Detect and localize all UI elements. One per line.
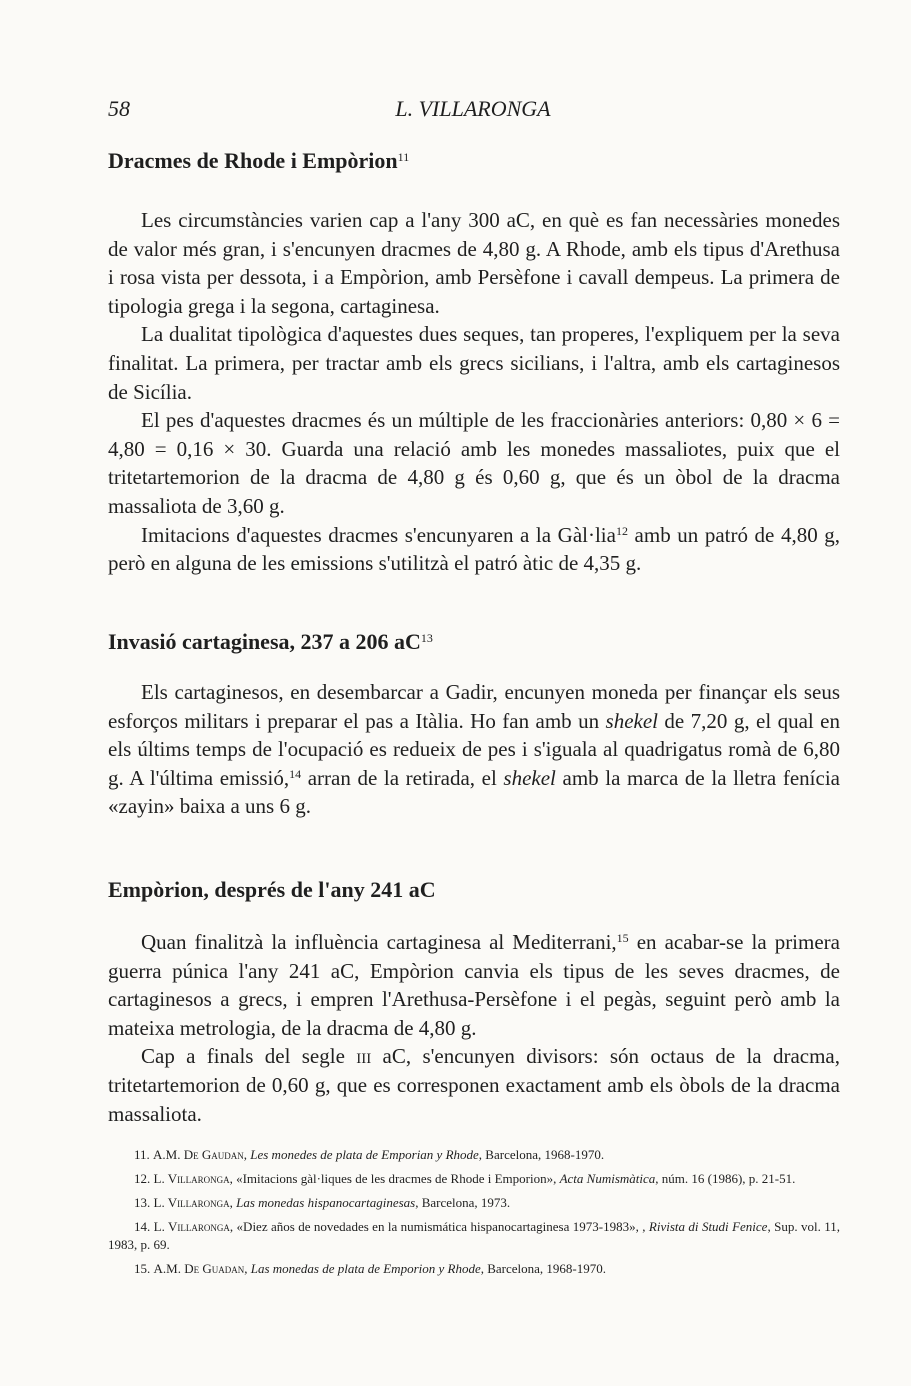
footnote-number: 11. bbox=[134, 1147, 150, 1162]
footnote-rest: , Barcelona, 1968-1970. bbox=[480, 1261, 607, 1276]
section-body-1 bbox=[108, 206, 840, 578]
section-title: Empòrion, després de l'any 241 aC bbox=[108, 877, 436, 902]
section-heading-emporion-241 bbox=[108, 875, 436, 905]
section-title: Invasió cartaginesa, 237 a 206 aC bbox=[108, 629, 421, 654]
section-body-2 bbox=[108, 678, 840, 821]
paragraph-text: Cap a finals del segle bbox=[141, 1044, 357, 1069]
footnote-ref[interactable]: 14 bbox=[289, 766, 302, 781]
footnote-number: 12. bbox=[134, 1171, 151, 1186]
paragraph-text: aC, s'encunyen divisors: són octaus de la dracma, tritetartemorion de 0,60 g, que es corresponen exactament amb els òbols de la dracma massaliota. bbox=[108, 1044, 840, 1126]
footnote-ref[interactable]: 13 bbox=[420, 631, 433, 645]
footnote-pre: , «Imitacions gàl·liques de les dracmes de Rhode i Emporion», bbox=[229, 1171, 560, 1186]
footnote-14 bbox=[108, 1218, 840, 1254]
italic-term: shekel bbox=[503, 765, 556, 790]
paragraph bbox=[108, 521, 840, 578]
paragraph: El pes d'aquestes dracmes és un múltiple de les fraccionàries anteriors: 0,80 × 6 = 4,80 = 0,16 × 30. Guarda una relació amb les monedes massaliotes, puix que el tritetartemorion de la dracma de 4,80 g és 0,60 g, que és un òbol de la dracma massaliota de 3,60 g. bbox=[108, 408, 840, 518]
footnote-rest: , núm. 16 (1986), p. 21-51. bbox=[655, 1171, 796, 1186]
footnote-rest: , Barcelona, 1973. bbox=[415, 1195, 511, 1210]
footnote-pre: , «Diez años de novedades en la numismática hispanocartaginesa 1973-1983», , bbox=[229, 1219, 649, 1234]
paragraph-text: en acabar-se la primera guerra púnica l'any 241 aC, Empòrion canvia els tipus de les seves dracmes, de cartaginesos a grecs, i empren l'Arethusa-Persèfone i el pegàs, seguint però amb la mateixa metrologia, de la dracma de 4,80 g. bbox=[108, 930, 840, 1040]
footnote-15: 15. A.M. De Guadan, Las monedas de plata de Emporion y Rhode, Barcelona, 1968-1970. bbox=[134, 1261, 607, 1276]
footnote-13: 13. L. Villaronga, Las monedas hispanocartaginesas, Barcelona, 1973. bbox=[134, 1195, 511, 1210]
footnote-ref[interactable]: 11 bbox=[397, 150, 410, 164]
paragraph: Les circumstàncies varien cap a l'any 300 aC, en què es fan necessàries monedes de valor més gran, i s'encunyen dracmes de 4,80 g. A Rhode, amb els tipus d'Arethusa i rosa vista per dessota, i a Empòrion, amb Persèfone i cavall dempeus. La primera de tipologia grega i la segona, cartaginesa. bbox=[108, 208, 840, 318]
paragraph-text: Els cartaginesos, en desembarcar a Gadir, encunyen moneda per finançar els seus esforços militars i preparar el pas a Itàlia. Ho fan amb un bbox=[108, 680, 840, 733]
footnote-title: Las monedas hispanocartaginesas bbox=[236, 1195, 416, 1210]
footnote-author: A.M. De Gaudan bbox=[153, 1147, 244, 1162]
paragraph-text: arran de la retirada, el bbox=[301, 765, 504, 790]
footnote-11: 11. A.M. De Gaudan, Les monedes de plata de Emporian y Rhode, Barcelona, 1968-1970. bbox=[134, 1147, 605, 1162]
footnotes bbox=[108, 1146, 840, 1284]
paragraph bbox=[108, 678, 840, 821]
roman-numeral: iii bbox=[356, 1044, 372, 1069]
footnote-author: L. Villaronga bbox=[153, 1219, 230, 1234]
paragraph-text: Quan finalitzà la influència cartaginesa al Mediterrani, bbox=[141, 930, 617, 954]
footnote-ref[interactable]: 15 bbox=[616, 931, 629, 945]
paragraph-text: amb la marca de la lletra fenícia «zayin» baixa a uns 6 g. bbox=[108, 765, 840, 819]
footnote-title: Les monedes de plata de Emporian y Rhode bbox=[250, 1147, 479, 1162]
running-author: L. VILLARONGA bbox=[395, 96, 551, 121]
paragraph-text: Imitacions d'aquestes dracmes s'encunyaren a la Gàl·lia bbox=[141, 522, 616, 547]
footnote-number: 13. bbox=[134, 1195, 151, 1210]
page-number: 58 bbox=[108, 96, 130, 121]
running-header bbox=[108, 96, 838, 128]
paragraph bbox=[108, 1042, 840, 1128]
paragraph: La dualitat tipològica d'aquestes dues seques, tan properes, l'expliquem per la seva finalitat. La primera, per tractar amb els grecs sicilians, i l'altra, amb els cartaginesos de Sicília. bbox=[108, 322, 840, 404]
footnote-title: Las monedas de plata de Emporion y Rhode bbox=[250, 1261, 481, 1276]
footnote-number: 14. bbox=[134, 1219, 151, 1234]
footnote-title: Acta Numismàtica bbox=[559, 1171, 656, 1186]
paragraph-text: de 7,20 g, el qual en els últims temps de l'ocupació es redueix de pes i s'iguala al quadrigatus romà de 6,80 g. A l'última emissió, bbox=[108, 708, 841, 790]
footnote-title: Rivista di Studi Fenice bbox=[648, 1219, 768, 1234]
footnote-rest: , Sup. vol. 11, 1983, p. 69. bbox=[108, 1219, 841, 1252]
section-heading-invasio-cartaginesa bbox=[108, 627, 433, 657]
footnote-number: 15. bbox=[134, 1261, 151, 1276]
italic-term: shekel bbox=[605, 708, 658, 733]
footnote-ref[interactable]: 12 bbox=[615, 523, 628, 538]
section-body-3 bbox=[108, 928, 840, 1128]
footnote-author: L. Villaronga bbox=[153, 1195, 230, 1210]
paragraph bbox=[108, 928, 840, 1042]
paragraph-text: amb un patró de 4,80 g, però en alguna de les emissions s'utilitzà el patró àtic de 4,35 g. bbox=[108, 522, 841, 576]
section-title: Dracmes de Rhode i Empòrion bbox=[108, 148, 398, 173]
footnote-rest: , Barcelona, 1968-1970. bbox=[478, 1147, 605, 1162]
footnote-author: L. Villaronga bbox=[153, 1171, 230, 1186]
footnote-12 bbox=[108, 1170, 840, 1188]
footnote-author: A.M. De Guadan bbox=[153, 1261, 245, 1276]
section-heading-rhode-emporion bbox=[108, 146, 409, 176]
